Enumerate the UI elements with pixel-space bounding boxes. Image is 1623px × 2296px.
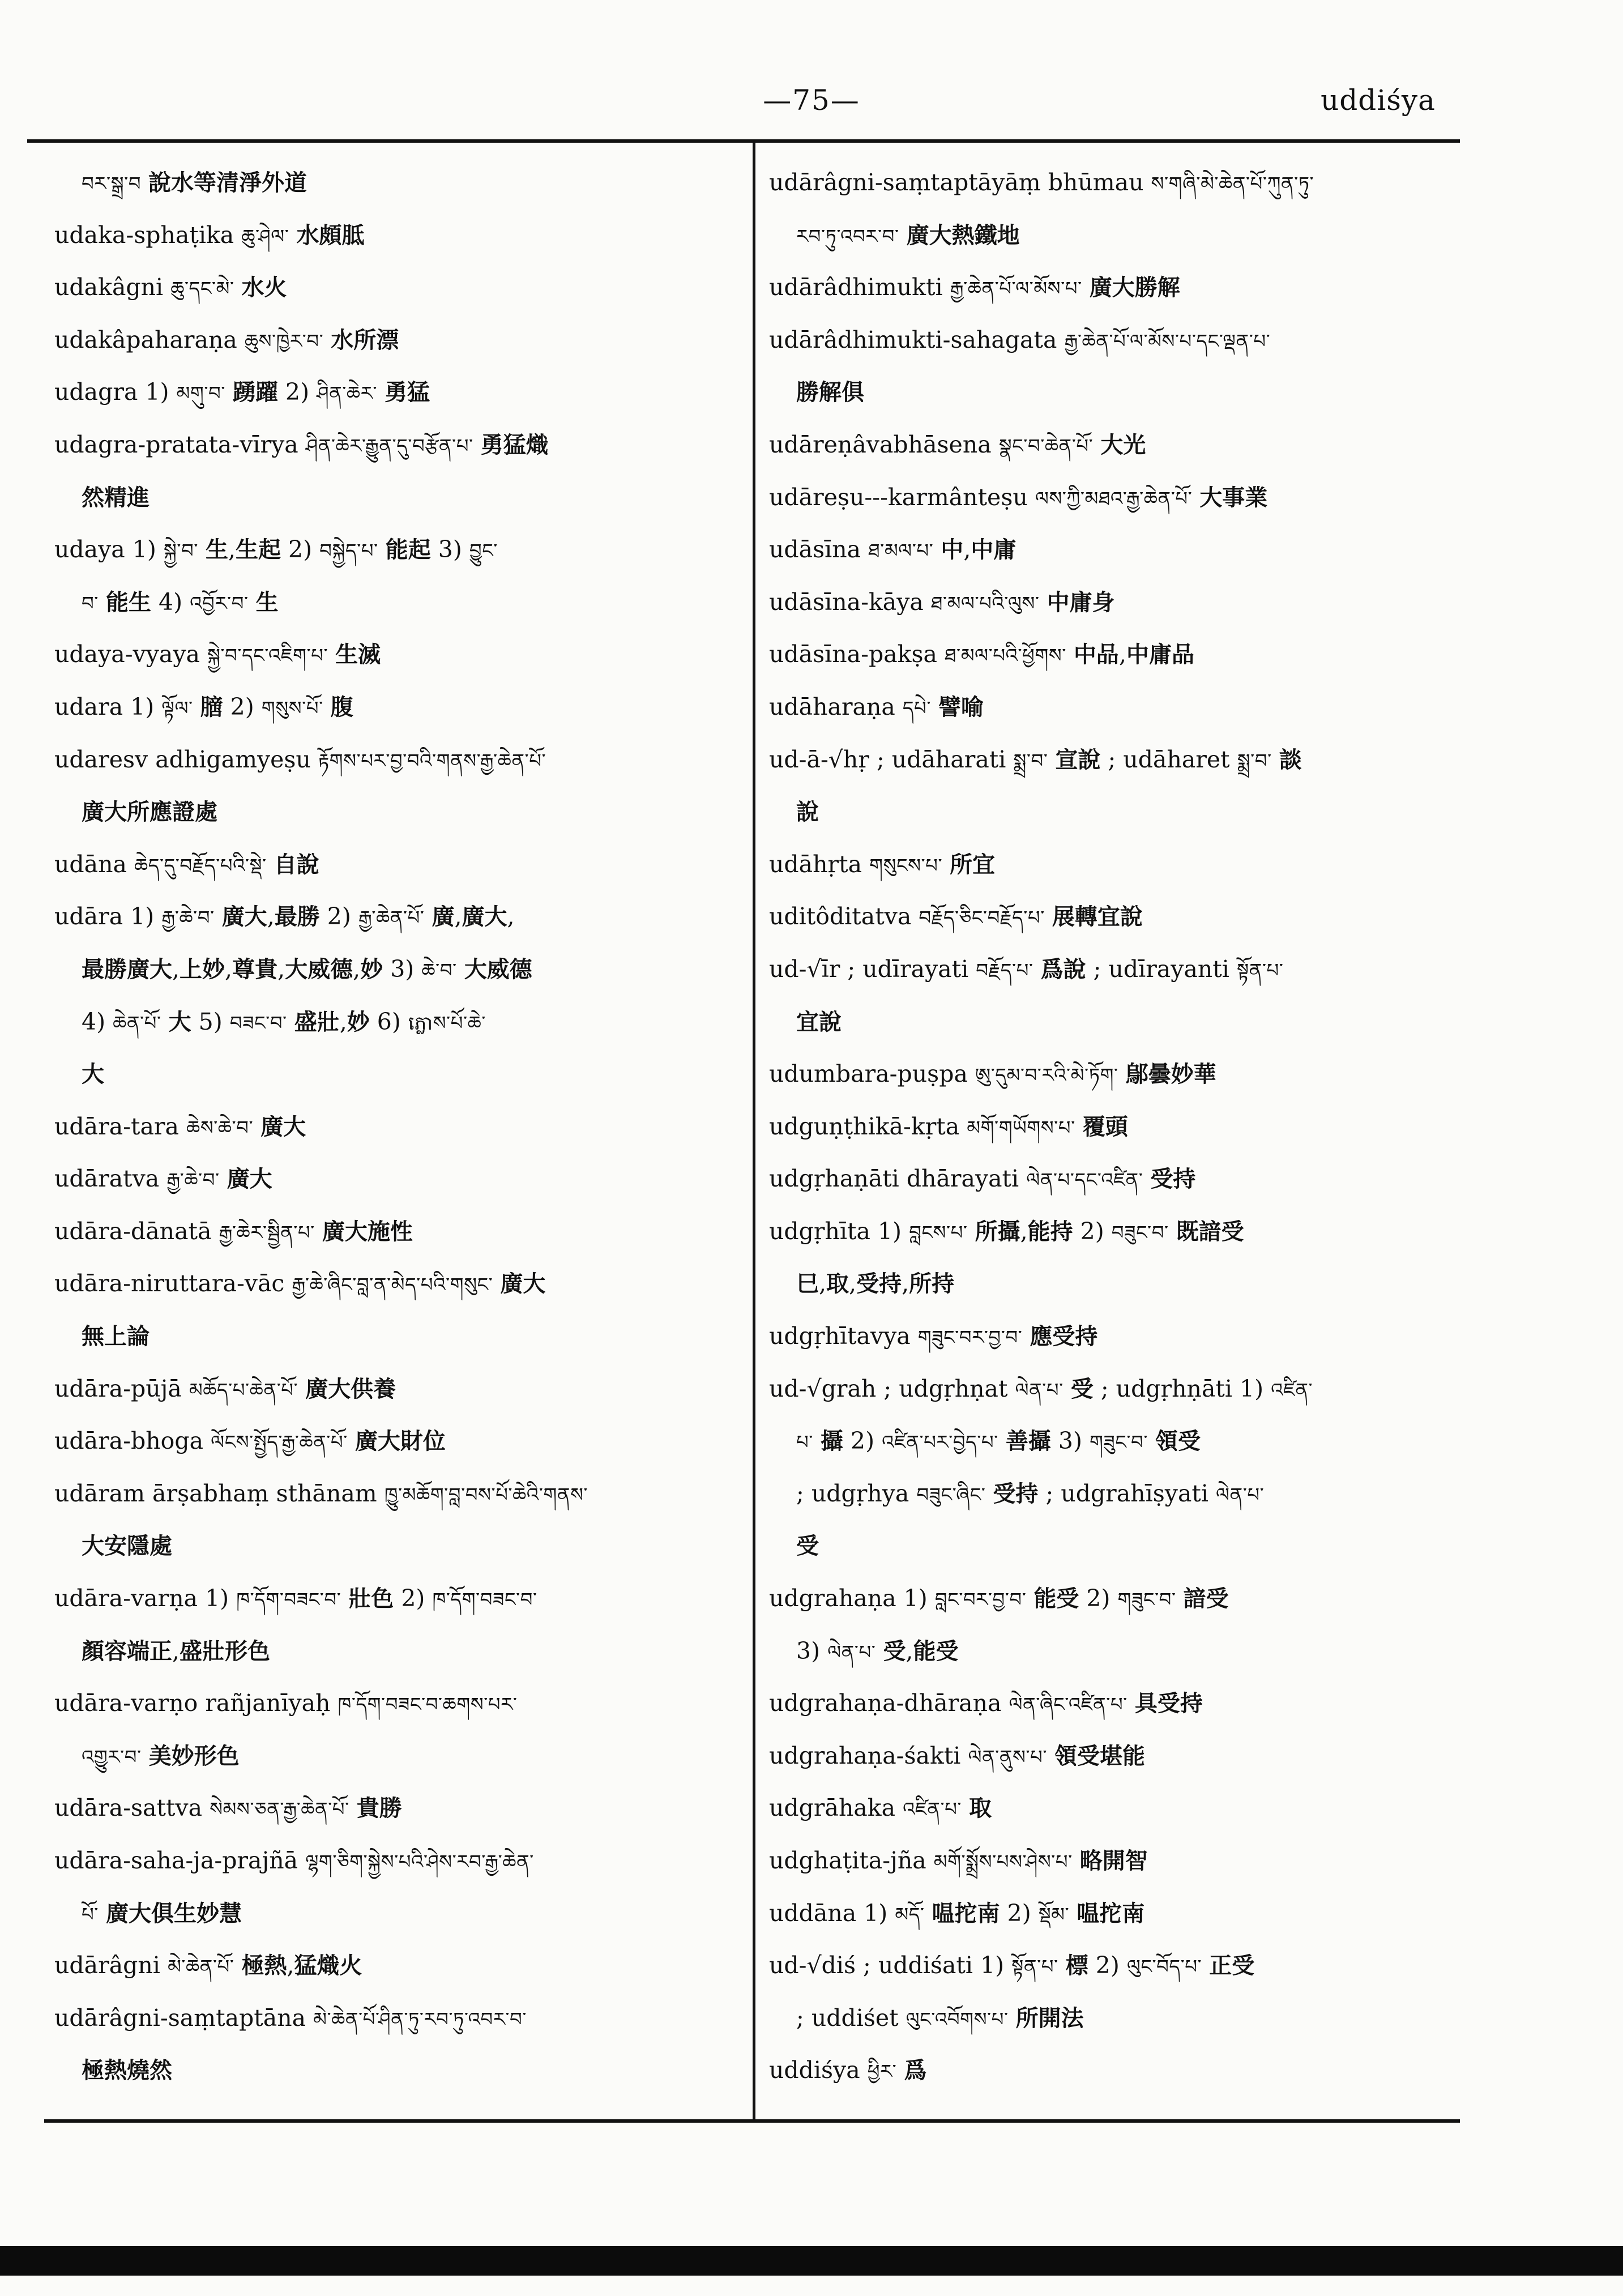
dictionary-line: བ་ 能生 4) འབྱོར་བ་ 生 <box>82 588 279 616</box>
dictionary-line: udumbara-puṣpa ཨུ་དུམ་བ་རའི་མེ་ཏོག་ 鄔曇妙華 <box>769 1060 1216 1088</box>
dictionary-line: udārâdhimukti-sahagata རྒྱ་ཆེན་པོ་ལ་མོས་པ་དང་ལྡན་པ་ <box>769 326 1271 353</box>
dictionary-line: udāreṣu---karmânteṣu ལས་ཀྱི་མཐའ་རྒྱ་ཆེན་པོ་ 大事業 <box>769 483 1268 511</box>
dictionary-line: udāra-sattva སེམས་ཅན་རྒྱ་ཆེན་པོ་ 貴勝 <box>54 1794 402 1822</box>
dictionary-line: udāra-niruttara-vāc རྒྱ་ཆེ་ཞིང་བླ་ན་མེད་པའི་གསུང་ 廣大 <box>54 1270 546 1298</box>
dictionary-line: 極熱燒然 <box>82 2058 172 2084</box>
dictionary-line: udgrahaṇa 1) བླང་བར་བྱ་བ་ 能受 2) གཟུང་བ་ 諳受 <box>769 1585 1229 1612</box>
dictionary-line: udgrahaṇa-dhāraṇa ལེན་ཞིང་འཛིན་པ་ 具受持 <box>769 1689 1203 1717</box>
dictionary-line: འགྱུར་བ་ 美妙形色 <box>82 1743 240 1769</box>
dictionary-line: 說 <box>796 799 819 826</box>
dictionary-line: udaya-vyaya སྐྱེ་བ་དང་འཇིག་པ་ 生滅 <box>54 641 381 668</box>
dictionary-line: udāreṇâvabhāsena སྣང་བ་ཆེན་པོ་ 大光 <box>769 430 1146 458</box>
dictionary-line: udāra-tara ཆེས་ཆེ་བ་ 廣大 <box>54 1112 306 1140</box>
dictionary-line: 無上論 <box>82 1324 150 1350</box>
dictionary-line: udāna ཆེད་དུ་བརྗོད་པའི་སྡེ་ 自說 <box>54 850 319 878</box>
dictionary-line: udgṛhaṇāti dhārayati ལེན་པ་དང་འཛིན་ 受持 <box>769 1165 1196 1193</box>
scan-edge-bar <box>0 2246 1623 2276</box>
dictionary-line: 宜說 <box>796 1009 842 1035</box>
dictionary-line: བར་སྒྲ་བ 說水等清淨外道 <box>82 170 307 196</box>
dictionary-line: པོ་ 廣大俱生妙慧 <box>82 1900 242 1927</box>
dictionary-line: ud-√grah ; udgṛhṇat ལེན་པ་ 受 ; udgṛhṇāti 1) འཛིན་ <box>769 1375 1313 1402</box>
dictionary-line: 3) ལེན་པ་ 受,能受 <box>796 1637 959 1665</box>
dictionary-line: uddiśya ཕྱིར་ 爲 <box>769 2056 927 2084</box>
dictionary-line: udārâgni-saṃtaptāna མེ་ཆེན་པོ་ཤིན་ཏུ་རབ་ཏུ་འབར་བ་ <box>54 2004 527 2032</box>
dictionary-line: udāhṛta གསུངས་པ་ 所宜 <box>769 850 996 878</box>
dictionary-line: udāratva རྒྱ་ཆེ་བ་ 廣大 <box>54 1165 272 1193</box>
dictionary-line: པ་ 攝 2) འཛིན་པར་བྱེད་པ་ 善攝 3) གཟུང་བ་ 領受 <box>796 1427 1201 1455</box>
dictionary-line: udāra-varṇo rañjanīyaḥ ཁ་དོག་བཟང་བ་ཆགས་པར་ <box>54 1689 518 1717</box>
dictionary-line: udagra-pratata-vīrya ཤིན་ཆེར་རྒྱུན་དུ་བརྩོན་པ་ 勇猛熾 <box>54 430 549 458</box>
dictionary-line: udgṛhīta 1) བླངས་པ་ 所攝,能持 2) བཟུང་བ་ 既諳受 <box>769 1217 1244 1245</box>
page-number: —75— <box>763 84 860 117</box>
dictionary-line: udara 1) ལྟོལ་ 膪 2) གསུས་པོ་ 腹 <box>54 693 353 720</box>
dictionary-line: uditôditatva བརྗོད་ཅིང་བརྗོད་པ་ 展轉宜說 <box>769 903 1143 931</box>
dictionary-line: udāsīna-kāya ཐ་མལ་པའི་ལུས་ 中庸身 <box>769 588 1115 616</box>
dictionary-line: udāra-bhoga ལོངས་སྤྱོད་རྒྱ་ཆེན་པོ་ 廣大財位 <box>54 1427 446 1455</box>
dictionary-line: udārâgni མེ་ཆེན་པོ་ 極熱,猛熾火 <box>54 1952 362 1979</box>
dictionary-line: 巳,取,受持,所持 <box>796 1270 955 1298</box>
top-rule <box>27 139 1460 143</box>
dictionary-line: udārâdhimukti རྒྱ་ཆེན་པོ་ལ་མོས་པ་ 廣大勝解 <box>769 274 1180 301</box>
dictionary-line: ud-ā-√hṛ ; udāharati སྨྲ་བ་ 宣說 ; udāharet སྨྲ་བ་ 談 <box>769 745 1302 773</box>
dictionary-line: རབ་ཏུ་འབར་བ་ 廣大熱鐵地 <box>796 222 1020 249</box>
dictionary-line: 顏容端正,盛壯形色 <box>82 1637 271 1665</box>
dictionary-line: 勝解俱 <box>796 379 864 406</box>
bottom-rule <box>44 2119 1460 2123</box>
dictionary-line: udgrahaṇa-śakti ལེན་ནུས་པ་ 領受堪能 <box>769 1742 1146 1769</box>
dictionary-line: udaka-sphaṭika ཆུ་ཤེལ་ 水頗胝 <box>54 221 365 249</box>
dictionary-line: udakâgni ཆུ་དང་མེ་ 水火 <box>54 274 287 301</box>
dictionary-line: udakâpaharaṇa ཆུས་ཁྱེར་བ་ 水所漂 <box>54 326 399 353</box>
column-divider <box>753 139 755 2122</box>
dictionary-line: udāharaṇa དཔེ་ 譬喻 <box>769 693 984 720</box>
dictionary-line: 大 <box>82 1061 104 1088</box>
dictionary-line: udāra-dānatā རྒྱ་ཆེར་སྦྱིན་པ་ 廣大施性 <box>54 1217 413 1245</box>
dictionary-line: udāra-pūjā མཆོད་པ་ཆེན་པོ་ 廣大供養 <box>54 1375 396 1402</box>
dictionary-line: ud-√īr ; udīrayati བརྗོད་པ་ 爲說 ; udīrayanti སྟོན་པ་ <box>769 955 1284 983</box>
dictionary-line: udaya 1) སྐྱེ་བ་ 生,生起 2) བསྐྱེད་པ་ 能起 3) བྱུང་ <box>54 536 498 564</box>
dictionary-line: udāra-varṇa 1) ཁ་དོག་བཟང་བ་ 壯色 2) ཁ་དོག་བཟང་བ་ <box>54 1585 537 1612</box>
dictionary-line: udāra 1) རྒྱ་ཆེ་བ་ 廣大,最勝 2) རྒྱ་ཆེན་པོ་ 廣,廣大, <box>54 903 515 931</box>
dictionary-line: 4) ཆེན་པོ་ 大 5) བཟང་བ་ 盛壯,妙 6) ភ្លោས་པོ་ཆེ་ <box>82 1008 486 1035</box>
dictionary-line: udguṇṭhikā-kṛta མགོ་གཡོགས་པ་ 覆頭 <box>769 1112 1128 1140</box>
dictionary-line: ; udgṛhya བཟུང་ཞིང་ 受持 ; udgrahīṣyati ལེན་པ་ <box>796 1479 1265 1507</box>
dictionary-line: udaresv adhigamyeṣu རྟོགས་པར་བྱ་བའི་གནས་རྒྱ་ཆེན་པོ་ <box>54 745 546 773</box>
dictionary-line: udāsīna-pakṣa ཐ་མལ་པའི་ཕྱོགས་ 中品,中庸品 <box>769 641 1194 668</box>
dictionary-line: udāram ārṣabhaṃ sthānam ཁྱུ་མཆོག་བླ་བས་པོ་ཆེའི་གནས་ <box>54 1479 588 1507</box>
right-column <box>769 156 1460 2097</box>
dictionary-line: 然精進 <box>82 484 150 511</box>
dictionary-line: udagra 1) མགུ་བ་ 踴躍 2) ཤིན་ཆེར་ 勇猛 <box>54 378 430 406</box>
dictionary-line: 最勝廣大,上妙,尊貴,大威德,妙 3) ཆེ་བ་ 大威德 <box>82 955 532 983</box>
dictionary-line: ud-√diś ; uddiśati 1) སྟོན་པ་ 標 2) ལུང་བོད་པ་ 正受 <box>769 1952 1255 1979</box>
dictionary-line: udārâgni-saṃtaptāyāṃ bhūmau ས་གཞི་མེ་ཆེན་པོ་ཀུན་ཏུ་ <box>769 169 1314 196</box>
dictionary-line: udāra-saha-ja-prajñā ལྷག་ཅིག་སྐྱེས་པའི་ཤེས་རབ་རྒྱ་ཆེན་ <box>54 1847 534 1874</box>
dictionary-line: ; uddiśet ལུང་འབོགས་པ་ 所開法 <box>796 2004 1084 2032</box>
dictionary-line: 受 <box>796 1533 819 1560</box>
dictionary-line: udgrāhaka འཛིན་པ་ 取 <box>769 1794 992 1822</box>
dictionary-line: 大安隱處 <box>82 1533 172 1560</box>
dictionary-line: udgṛhītavya གཟུང་བར་བྱ་བ་ 應受持 <box>769 1322 1098 1350</box>
dictionary-line: udghaṭita-jña མགོ་སྨྲོས་པས་ཤེས་པ་ 略開智 <box>769 1847 1148 1874</box>
left-column <box>54 156 740 2097</box>
dictionary-line: 廣大所應證處 <box>82 799 217 826</box>
running-head: uddiśya <box>1321 84 1436 117</box>
dictionary-line: udāsīna ཐ་མལ་པ་ 中,中庸 <box>769 536 1016 564</box>
dictionary-line: uddāna 1) མདོ་ 嗢拕南 2) སྡོམ་ 嗢拕南 <box>769 1899 1145 1927</box>
